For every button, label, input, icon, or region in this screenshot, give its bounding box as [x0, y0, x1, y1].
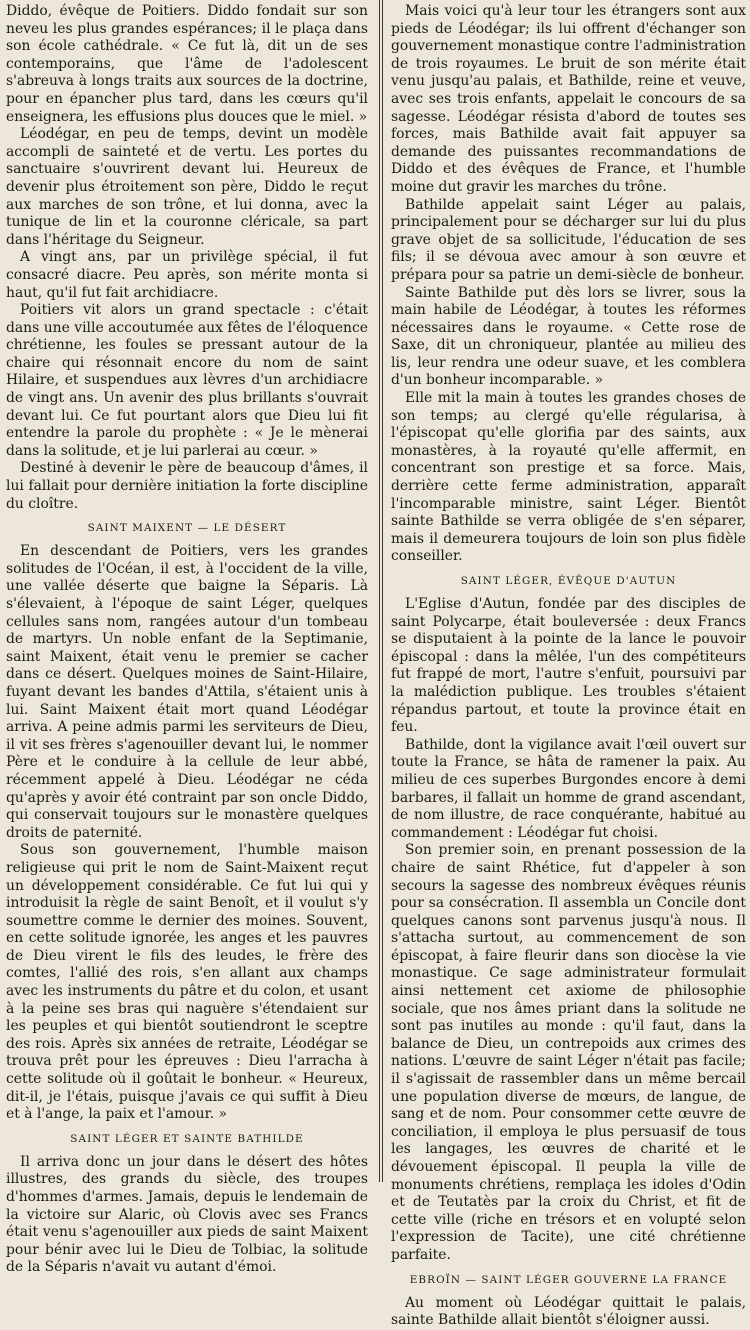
paragraph: Son premier soin, en prenant possession de la chaire de saint Rhétice, fut d'appeler à son secours la sagesse des nombreux évêques réunis pour sa consécration. Il assembla un Concile dont quelques canons sont parvenus jusqu'à nous. Il s'attacha surtout, au commencement de son épiscopat, à faire fleurir dans son diocèse la vie monastique. Ce sage administrateur formulait ainsi nettement cet axiome de philosophie sociale, que nos âmes priant dans la solitude ne sont pas inutiles au monde : qu'il faut, dans la balance de Dieu, un contrepoids aux crimes des nations. L'œuvre de saint Léger n'était pas facile; il s'agissait de rassembler dans un même bercail une population diverse de mœurs, de langue, de sang et de nom. Pour consommer cette œuvre de conciliation, il employa le plus persuasif de tous les langages, les œuvres de charité et le dévouement épiscopal. Il peupla la ville de monuments chrétiens, remplaça les idoles d'Odin et de Teutatès par la croix du Christ, et fit de cette ville (riche en trésors et en volupté selon l'expression de Tacite), une cité chrétienne parfaite.	[391, 842, 746, 1263]
section-heading: SAINT MAIXENT — LE DÉSERT	[87, 522, 287, 535]
paragraph: A vingt ans, par un privilège spécial, il fut consacré diacre. Peu après, son mérite monta si haut, qu'il fut fait archidiacre.	[6, 249, 368, 301]
section-heading: EBROÏN — SAINT LÉGER GOUVERNE LA FRANCE	[409, 1273, 728, 1286]
paragraph: Léodégar, en peu de temps, devint un modèle accompli de sainteté et de vertu. Les portes du sanctuaire s'ouvrirent devant lui. Heureux de devenir plus étroitement son père, Diddo le reçut aux marches de son trône, et lui donna, avec la tunique de lin et la couronne cléricale, sa part dans l'héritage du Seigneur.	[6, 126, 368, 248]
paragraph: Il arriva donc un jour dans le désert des hôtes illustres, des grands du siècle, des troupes d'hommes d'armes. Jamais, depuis le lendemain de la victoire sur Alaric, où Clovis avec ses Francs était venu s'agenouiller aux pieds de saint Maixent pour bénir avec lui le Dieu de Tolbiac, la solitude de la Séparis n'avait vu autant d'émoi.	[6, 1153, 368, 1276]
paragraph: Au moment où Léodégar quittait le palais, sainte Bathilde allait bientôt s'éloigner aussi.	[391, 1294, 746, 1329]
left-column	[0, 0, 376, 1276]
paragraph: Bathilde, dont la vigilance avait l'œil ouvert sur toute la France, se hâta de ramener la paix. Au milieu de ces superbes Burgondes encore à demi barbares, il fallait un homme de grand ascendant, de nom illustre, de race conquérante, habitué au commandement : Léodégar fut choisi.	[391, 736, 746, 841]
paragraph: Sainte Bathilde put dès lors se livrer, sous la main habile de Léodégar, à toutes les réformes nécessaires dans le royaume. « Cette rose de Saxe, dit un chroniqueur, plantée au milieu des lis, leur rendra une odeur suave, et les comblera d'un bonheur incomparable. »	[391, 284, 746, 389]
paragraph: Poitiers vit alors un grand spectacle : c'était dans une ville accoutumée aux fêtes de l'éloquence chrétienne, les foules se pressant autour de la chaire qui résonnait encore du nom de saint Hilaire, et suspendues aux lèvres d'un archidiacre de vingt ans. Un avenir des plus brillants s'ouvrait devant lui. Ce fut pourtant alors que Dieu lui fit entendre la parole du prophète : « Je le mènerai dans la solitude, et je lui parlerai au cœur. »	[6, 302, 368, 459]
right-column	[385, 0, 750, 1329]
paragraph: Mais voici qu'à leur tour les étrangers sont aux pieds de Léodégar; ils lui offrent d'échanger son gouvernement monastique contre l'administration de trois royaumes. Le bruit de son mérite était venu jusqu'au palais, et Bathilde, reine et veuve, avec ses trois enfants, appelait le concours de sa sagesse. Léodégar résista d'abord de toutes ses forces, mais Bathilde avait fait appuyer sa demande des puissantes recommandations de Diddo et des évêques de France, et l'humble moine dut gravir les marches du trône.	[391, 3, 746, 195]
paragraph: Elle mit la main à toutes les grandes choses de son temps; au clergé qu'elle régularisa, à l'épiscopat qu'elle glorifia par des saints, aux monastères, à la royauté qu'elle affermit, en concentrant son prestige et sa force. Mais, derrière cette ferme administration, apparaît l'incomparable ministre, saint Léger. Bientôt sainte Bathilde se verra obligée de s'en séparer, mais il demeurera toujours de loin son plus fidèle conseiller.	[391, 390, 746, 565]
section-heading: SAINT LÉGER ET SAINTE BATHILDE	[70, 1132, 304, 1145]
paragraph: L'Eglise d'Autun, fondée par des disciples de saint Polycarpe, était bouleversée : deux Francs se disputaient à la pointe de la lance le pouvoir épiscopal : dans la mêlée, l'un des compétiteurs fut frappé de mort, l'autre s'enfuit, poursuivi par la malédiction publique. Les troubles s'étaient répandus partout, et toute la province était en feu.	[391, 596, 746, 736]
paragraph: Diddo, évêque de Poitiers. Diddo fondait sur son neveu les plus grandes espérances; il le plaça dans son école cathédrale. « Ce fut là, dit un de ses contemporains, que l'âme de l'adolescent s'abreuva à longs traits aux sources de la doctrine, pour en épancher plus tard, dans les cœurs qu'il enseignera, les effusions plus douces que le miel. »	[6, 3, 368, 125]
paragraph: Sous son gouvernement, l'humble maison religieuse qui prit le nom de Saint-Maixent reçut un développement considérable. Ce fut lui qui y introduisit la règle de saint Benoît, et il voulut s'y soumettre comme le dernier des moines. Souvent, en cette solitude ignorée, les anges et les pauvres de Dieu virent le fils des leudes, le frère des comtes, l'allié des rois, s'en allant aux champs avec les instruments du pâtre et du colon, et usant à la peine ses bras qui naguère s'étendaient sur les peuples et qui bientôt soutiendront le sceptre des rois. Après six années de retraite, Léodégar se trouva prêt pour les épreuves : Dieu l'arracha à cette solitude où il goûtait le bonheur. « Heureux, dit-il, je l'étais, puisque j'avais ce qui suffit à Dieu et à l'ange, la paix et l'amour. »	[6, 842, 368, 1123]
section-heading: SAINT LÉGER, ÉVÊQUE D'AUTUN	[460, 575, 677, 587]
paragraph: Destiné à devenir le père de beaucoup d'âmes, il lui fallait pour dernière initiation la forte discipline du cloître.	[6, 460, 368, 512]
column-divider	[379, 0, 383, 1182]
paragraph: Bathilde appelait saint Léger au palais, principalement pour se décharger sur lui du plus grave objet de sa sollicitude, l'éducation de ses fils; il se dévoua avec amour à son œuvre et prépara pour sa patrie un demi-siècle de bonheur.	[391, 196, 746, 283]
paragraph: En descendant de Poitiers, vers les grandes solitudes de l'Océan, il est, à l'occident de la ville, une vallée déserte que baigne la Séparis. Là s'élevaient, à l'époque de saint Léger, quelques cellules sans nom, rangées autour d'un tombeau de martyrs. Un noble enfant de la Septimanie, saint Maixent, était venu le premier se cacher dans ce désert. Quelques moines de Saint-Hilaire, fuyant devant les bandes d'Attila, s'étaient unis à lui. Saint Maixent était mort quand Léodégar arriva. A peine admis parmi les serviteurs de Dieu, il vit ses frères s'agenouiller devant lui, le nommer Père et le conduire à la cellule de leur abbé, récemment appelé à Dieu. Léodégar ne céda qu'après y avoir été contraint par son oncle Diddo, qui conservait toujours sur le monastère quelques droits de paternité.	[6, 543, 368, 841]
